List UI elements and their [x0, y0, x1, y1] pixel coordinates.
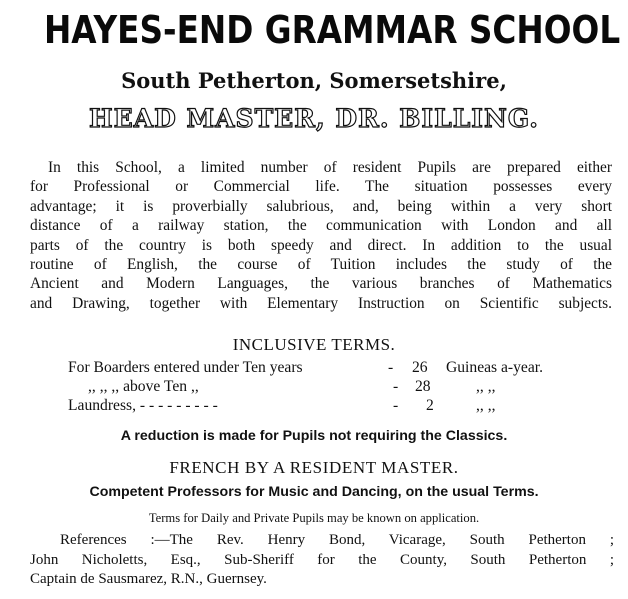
head-master-line: HEAD MASTER, DR. BILLING.: [89, 104, 539, 133]
school-location: South Petherton, Somersetshire,: [121, 68, 507, 93]
terms-heading: INCLUSIVE TERMS.: [232, 335, 396, 354]
description-line: routine of English, the course of Tuition includes the study of the: [30, 256, 612, 274]
references-line: References :—The Rev. Henry Bond, Vicarage, South Petherton ;: [60, 532, 614, 548]
terms-label: ,, ,, ,, above Ten ,,: [88, 378, 199, 395]
terms-row: [0, 396, 628, 415]
terms-unit: ,, ,,: [476, 397, 496, 414]
terms-dash: -: [393, 397, 399, 414]
references-line: Captain de Sausmarez, R.N., Guernsey.: [30, 571, 267, 587]
daily-pupils-note: Terms for Daily and Private Pupils may be known on application.: [148, 511, 480, 525]
terms-label: For Boarders entered under Ten years: [68, 359, 303, 376]
description-line: distance of a railway station, the communication with London and all: [30, 217, 612, 235]
terms-amount: 2: [426, 397, 434, 414]
description-line: parts of the country is both speedy and direct. In addition to the usual: [30, 236, 612, 254]
terms-row: [0, 377, 628, 396]
school-title: HAYES-END GRAMMAR SCHOOL: [43, 8, 621, 52]
terms-unit: Guineas a-year.: [446, 359, 543, 376]
description-line: Ancient and Modern Languages, the various branches of Mathematics: [30, 275, 612, 293]
terms-row: [0, 358, 628, 377]
description-paragraph: [30, 158, 612, 313]
french-heading: FRENCH BY A RESIDENT MASTER.: [169, 458, 459, 477]
description-line: for Professional or Commercial life. The situation possesses every: [30, 178, 612, 196]
references-line: John Nicholetts, Esq., Sub-Sheriff for the County, South Petherton ;: [30, 551, 614, 568]
description-line: In this School, a limited number of resident Pupils are prepared either: [48, 159, 612, 176]
description-line: advantage; it is proverbially salubrious, and, being within a very short: [30, 197, 612, 215]
terms-unit: ,, ,,: [476, 378, 496, 395]
terms-amount: 28: [415, 378, 431, 395]
terms-dash: -: [388, 359, 394, 376]
description-line: and Drawing, together with Elementary Instruction on Scientific subjects.: [30, 294, 612, 312]
terms-label: Laundress, - - - - - - - - -: [68, 397, 218, 414]
reduction-note: A reduction is made for Pupils not requiring the Classics.: [120, 428, 508, 444]
terms-amount: 26: [412, 359, 428, 376]
terms-dash: -: [393, 378, 399, 395]
professors-note: Competent Professors for Music and Dancing, on the usual Terms.: [89, 484, 539, 500]
references-paragraph: [30, 531, 614, 590]
